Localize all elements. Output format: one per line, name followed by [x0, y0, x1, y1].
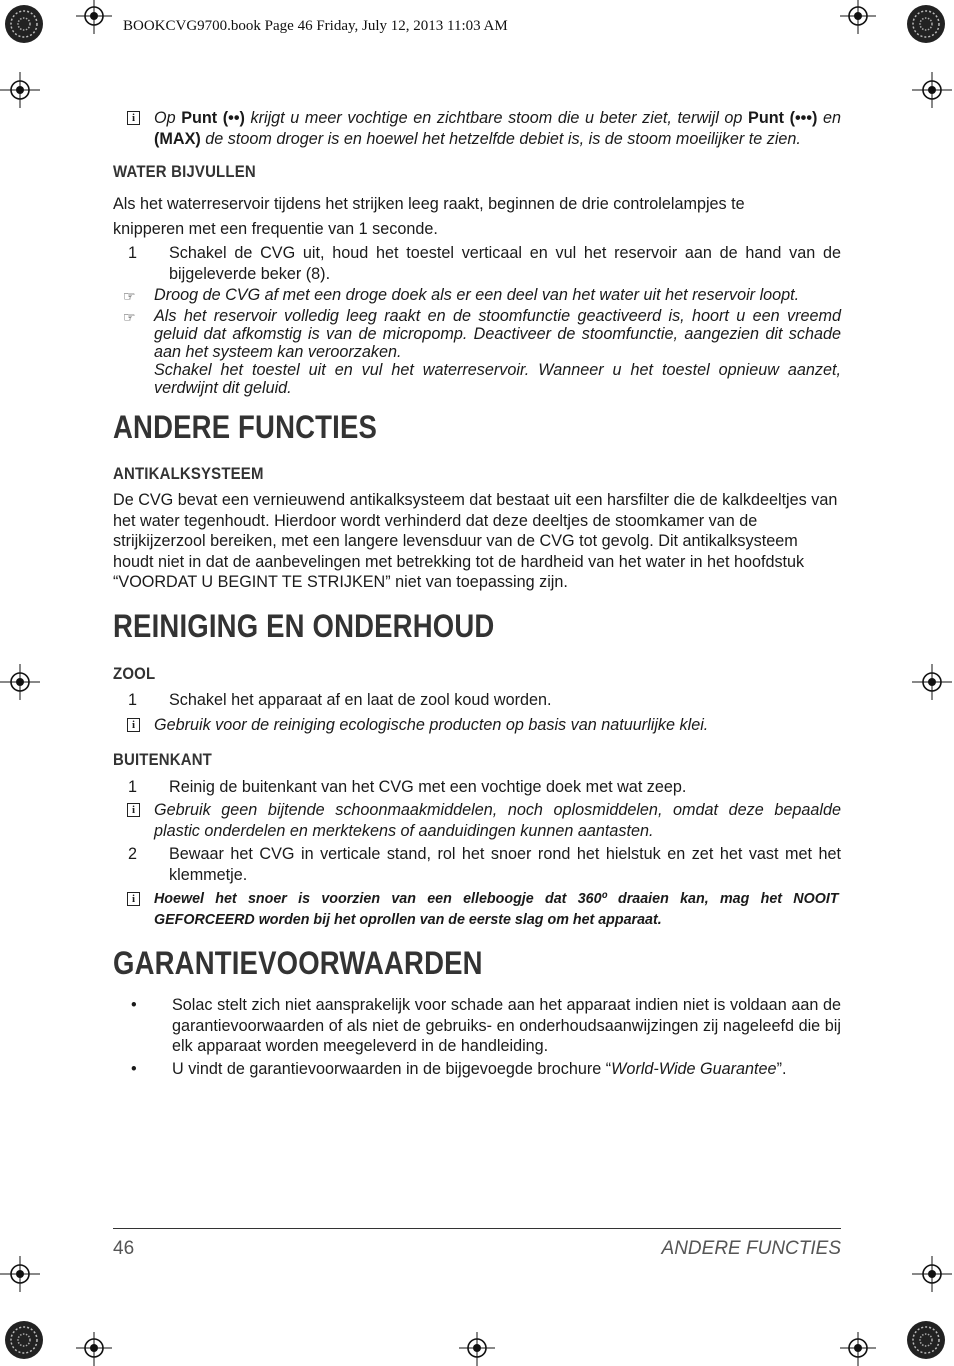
chapter-heading-andere: ANDERE FUNCTIES	[113, 409, 378, 445]
tip-item	[113, 286, 841, 304]
info-icon: i	[127, 803, 140, 817]
registration-mark-icon	[912, 70, 952, 110]
section-heading-buitenkant: BUITENKANT	[113, 749, 212, 769]
tip-item	[113, 307, 841, 397]
pointing-hand-icon: ☞	[123, 288, 136, 304]
list-item	[113, 690, 841, 711]
info-icon: i	[127, 892, 140, 906]
registration-mark-icon	[0, 1254, 40, 1294]
page-content	[113, 108, 841, 1079]
info-note	[113, 800, 841, 841]
step-text: Bewaar het CVG in verticale stand, rol het snoer rond het hielstuk en zet het vast met het klemmetje.	[169, 845, 841, 884]
registration-mark-icon	[838, 1328, 878, 1366]
bullet-text: Solac stelt zich niet aansprakelijk voor schade aan het apparaat indien niet is voldaan aan de garantievoorwaarden of als niet de gebruiks- en onderhoudsaanwijzingen zij nageleefd die bij elk apparaat worden meegeleverd in de handleiding.	[172, 996, 841, 1055]
color-bar-target-icon	[4, 4, 44, 44]
note-bold: Punt (••)	[181, 109, 245, 127]
note-text: Op	[154, 109, 182, 127]
running-footer-title: ANDERE FUNCTIES	[661, 1238, 841, 1259]
color-bar-target-icon	[4, 1320, 44, 1360]
note-text: de stoom droger is en hoewel het hetzelfde debiet is, is de stoom moeilijker te zien.	[200, 129, 801, 148]
registration-mark-icon	[457, 1328, 497, 1366]
step-number: 2	[128, 845, 138, 863]
page-number: 46	[113, 1238, 135, 1259]
warning-text: Hoewel het snoer is voorzien van een elleboogje dat 360º draaien kan, mag het NOOIT GEFORCEERD worden bij het oprollen van de eerste slag om het apparaat.	[154, 890, 839, 928]
note-text: Gebruik geen bijtende schoonmaakmiddelen, noch oplosmiddelen, omdat deze bepaalde plastic onderdelen en merktekens of aanduidingen kunnen aantasten.	[154, 801, 841, 840]
note-text: en	[817, 109, 841, 127]
tip-text: Als het reservoir volledig leeg raakt en de stoomfunctie geactiveerd is, hoort u een vreemd geluid dat afkomstig is van de micropomp. Deactiveer de stoomfunctie, aangezien dit schade aan het systeem kan veroorzaken.	[154, 307, 841, 361]
registration-mark-icon	[912, 1254, 952, 1294]
step-text: Schakel het apparaat af en laat de zool koud worden.	[169, 690, 552, 709]
color-bar-target-icon	[906, 4, 946, 44]
registration-mark-icon	[74, 0, 114, 40]
step-number: 1	[128, 690, 138, 709]
color-bar-target-icon	[906, 1320, 946, 1360]
section-heading-antikalk: ANTIKALKSYSTEEM	[113, 464, 264, 483]
list-item	[113, 995, 841, 1057]
info-note	[113, 715, 841, 736]
note-text: krijgt u meer vochtige en zichtbare stoom die u beter ziet, terwijl op	[244, 109, 749, 127]
antikalk-paragraph: De CVG bevat een vernieuwend antikalksysteem dat bestaat uit een harsfilter die de kalkdeeltjes van het water tegenhoudt. Hierdoor wordt verhinderd dat deze deeltjes de stoomkamer van de strijkijzerzool bereiken, met een langere levensduur van de CVG tot gevolg. Dit antikalksysteem houdt niet in dat de aanbevelingen met betrekking tot de hardheid van het water in het hoofdstuk “VOORDAT U BEGINT TE STRIJKEN” niet van toepassing zijn.	[113, 491, 838, 591]
print-header: BOOKCVG9700.book Page 46 Friday, July 12, 2013 11:03 AM	[123, 18, 508, 34]
list-item	[113, 1059, 841, 1080]
note-bold: (MAX)	[154, 129, 201, 148]
info-icon: i	[127, 111, 140, 125]
bullet-icon: •	[131, 996, 137, 1014]
registration-mark-icon	[838, 0, 878, 40]
registration-mark-icon	[0, 662, 40, 702]
bullet-icon: •	[131, 1059, 137, 1078]
tip-text: Schakel het toestel uit en vul het waterreservoir. Wanneer u het toestel opnieuw aanzet, verdwijnt dit geluid.	[154, 361, 841, 397]
step-text: Schakel de CVG uit, houd het toestel verticaal en vul het reservoir aan de hand van de bijgeleverde beker (8).	[169, 244, 841, 283]
registration-mark-icon	[74, 1328, 114, 1366]
water-intro-line: knipperen met een frequentie van 1 seconde.	[113, 220, 438, 238]
info-note-warning	[113, 889, 841, 930]
info-icon: i	[127, 718, 140, 732]
water-intro-line: Als het waterreservoir tijdens het strijken leeg raakt, beginnen de drie controlelampjes te	[113, 195, 745, 213]
list-item	[113, 844, 841, 885]
list-item	[113, 243, 841, 284]
step-number: 1	[128, 244, 138, 262]
pointing-hand-icon: ☞	[123, 309, 136, 325]
note-bold: Punt (•••)	[748, 109, 818, 127]
brochure-title: World-Wide Guarantee	[611, 1059, 777, 1078]
note-text: Gebruik voor de reiniging ecologische producten op basis van natuurlijke klei.	[154, 716, 709, 734]
registration-mark-icon	[0, 70, 40, 110]
info-note-steam	[113, 108, 841, 149]
water-intro	[113, 192, 841, 242]
section-heading-zool: ZOOL	[113, 663, 156, 683]
registration-mark-icon	[912, 662, 952, 702]
bullet-text: U vindt de garantievoorwaarden in de bijgevoegde brochure “	[172, 1059, 612, 1078]
step-text: Reinig de buitenkant van het CVG met een vochtige doek met wat zeep.	[169, 777, 687, 796]
bullet-text: ”.	[776, 1059, 787, 1078]
tip-text: Droog de CVG af met een droge doek als er een deel van het water uit het reservoir loopt.	[154, 286, 800, 304]
list-item	[113, 777, 841, 798]
footer-divider	[113, 1228, 841, 1229]
step-number: 1	[128, 777, 138, 796]
chapter-heading-reiniging: REINIGING EN ONDERHOUD	[113, 607, 495, 644]
section-heading-water: WATER BIJVULLEN	[113, 162, 256, 181]
chapter-heading-garantie: GARANTIEVOORWAARDEN	[113, 945, 483, 981]
